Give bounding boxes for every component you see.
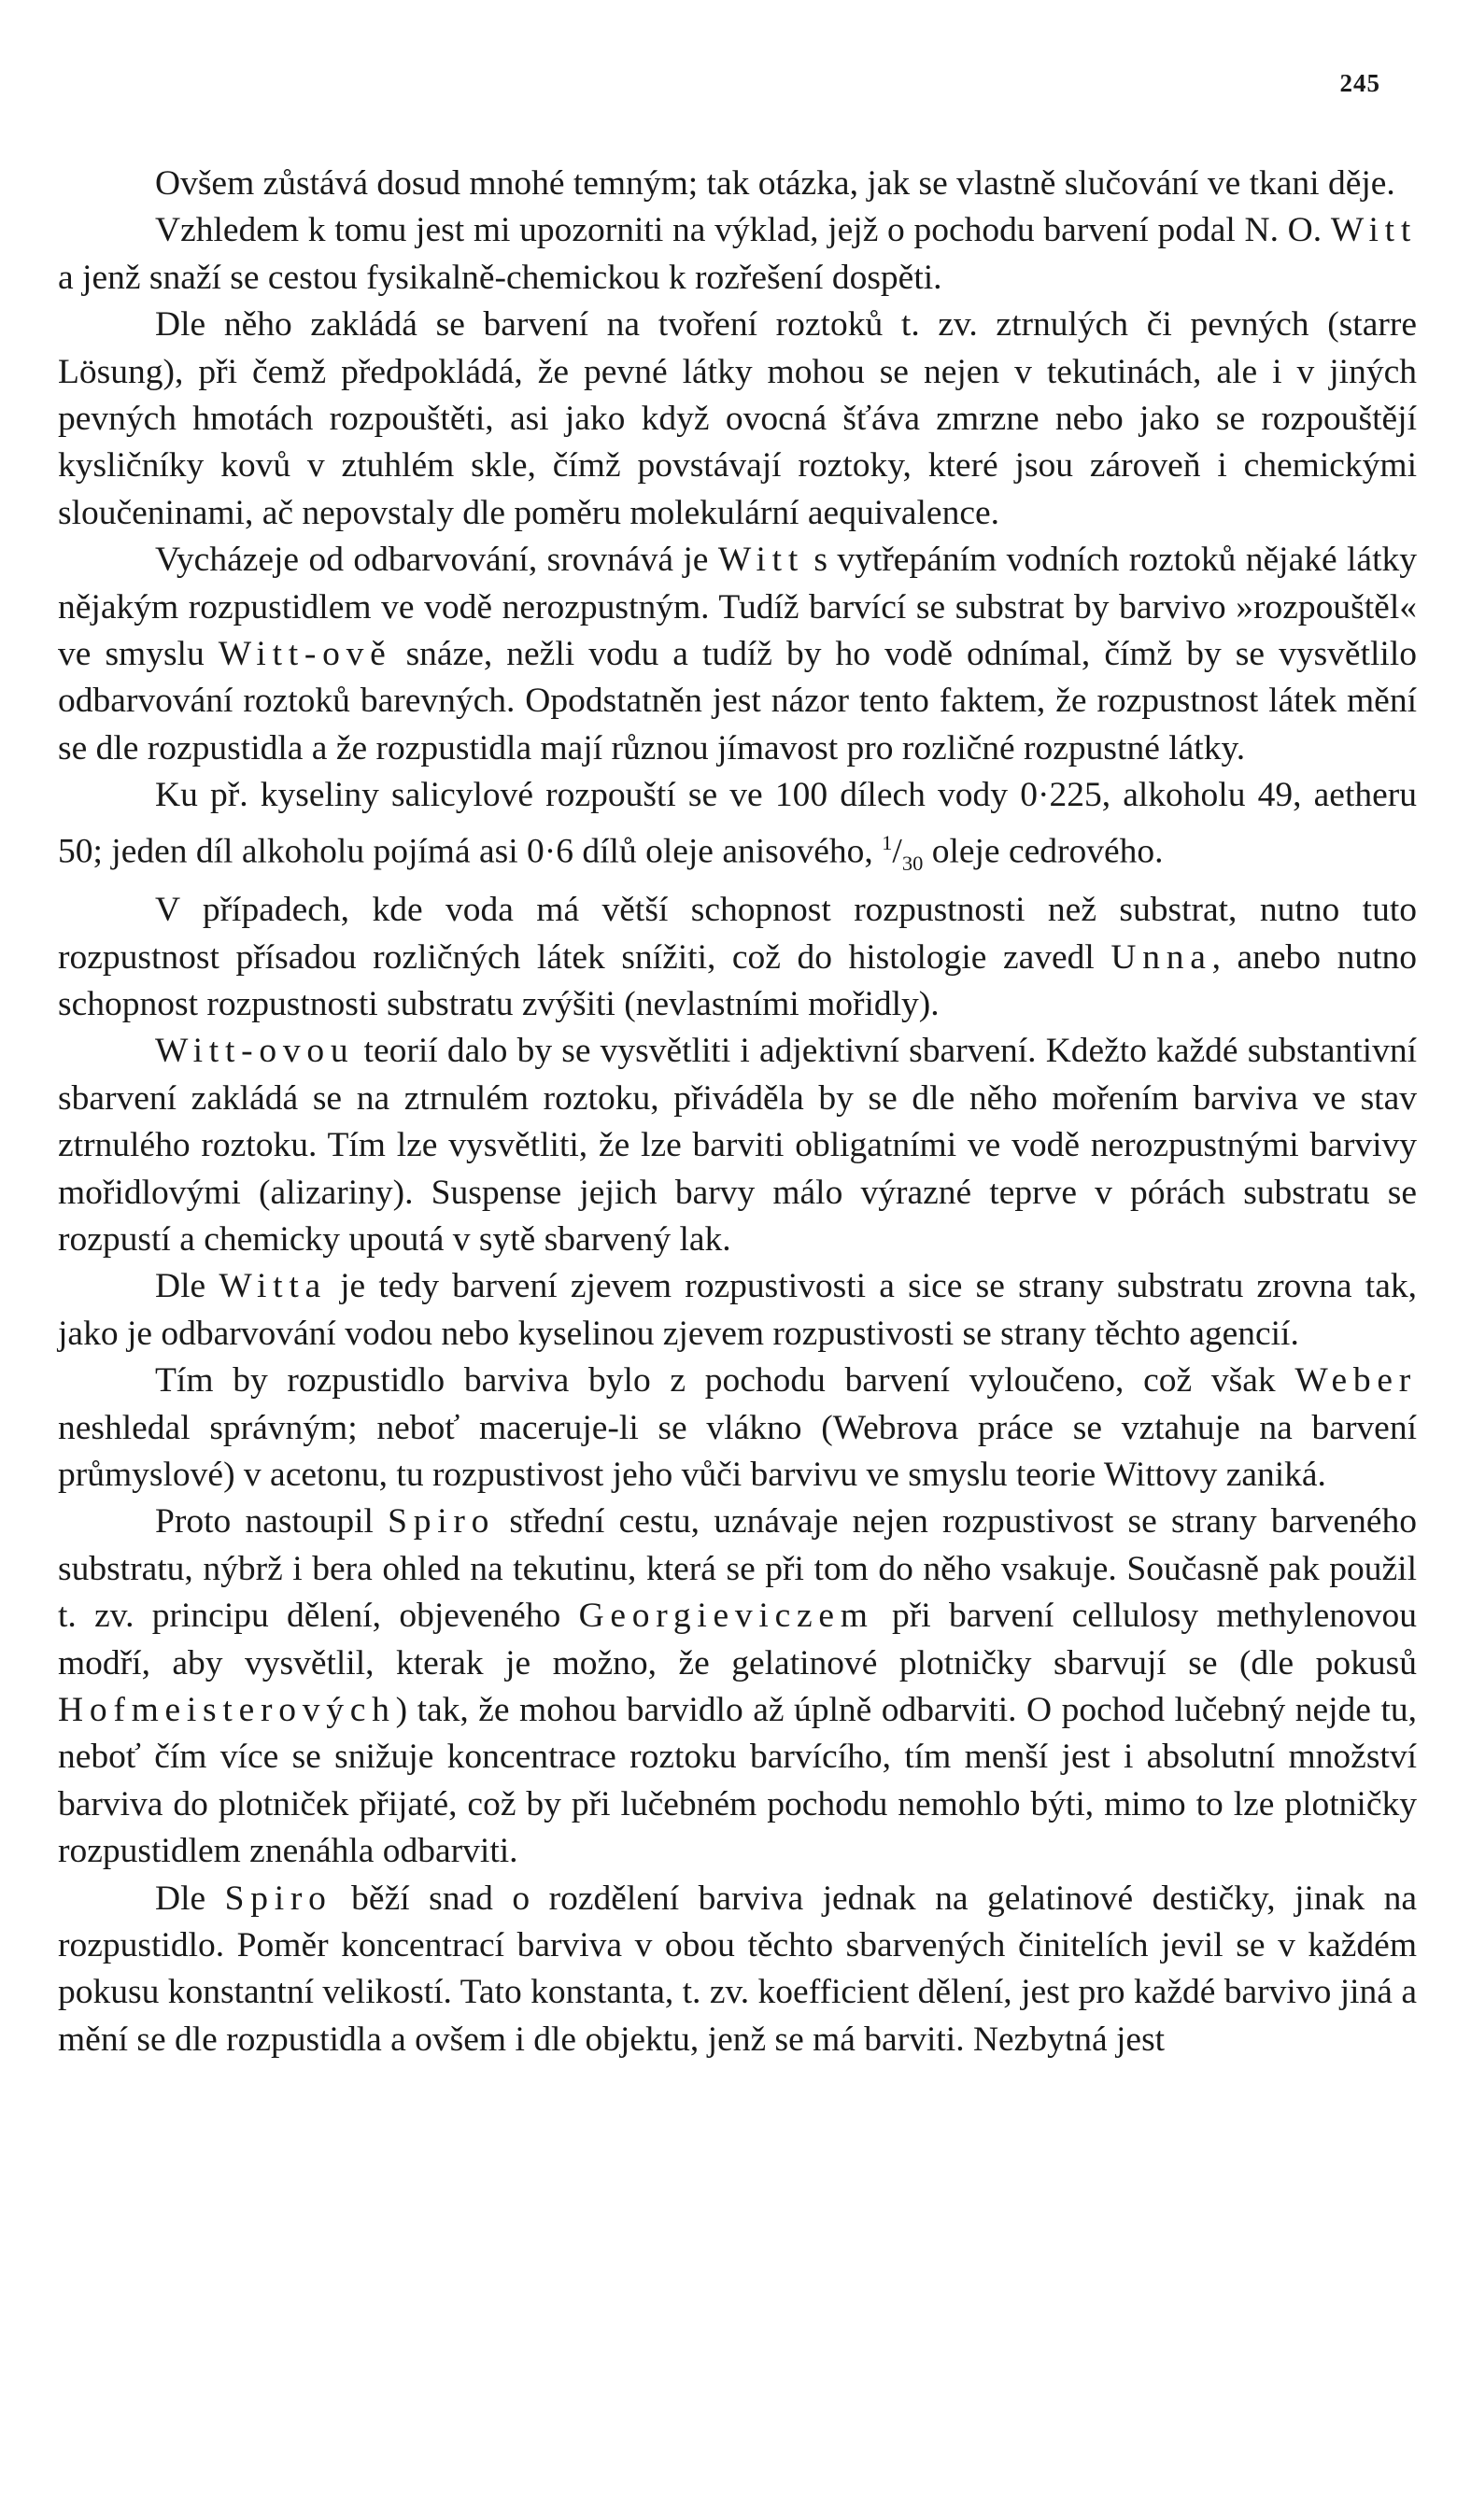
- text-segment: snáze, nežli vodu a tudíž by ho vodě odnímal, čímž by se vysvětlilo odbarvování roztoků barevných. Opodstatněn jest názor tento faktem, že rozpustnost látek mění se dle rozpustidla a že rozpustidla mají různou jímavost pro rozličné rozpustné látky.: [58, 635, 1417, 767]
- spaced-name: Spiro: [224, 1879, 332, 1918]
- text-segment: je tedy barvení zjevem rozpustivosti a sice se strany substratu zrovna tak, jako je odbarvování vodou nebo kyselinou zjevem rozpustivosti se strany těchto agencií.: [58, 1267, 1417, 1353]
- text-segment: Dle: [155, 1879, 225, 1918]
- paragraph: [58, 1028, 1417, 1263]
- text-segment: , anebo nutno schopnost rozpustnosti substratu zvýšiti (nevlastními mořidly).: [58, 937, 1417, 1023]
- paragraph: [58, 207, 1417, 302]
- spaced-name: Witt-ově: [218, 635, 392, 674]
- text-segment: ) tak, že mohou barvidlo až úplně odbarviti. O pochod lučebný nejde tu, neboť čím více se snižuje koncentrace roztoku barvícího, tím menší jest i absolutní množství barviva do plotniček přijaté, což by při lučebném pochodu nemohlo býti, mimo to lze plotničky rozpustidlem znenáhla odbarviti.: [58, 1691, 1417, 1871]
- paragraph: [58, 1499, 1417, 1875]
- paragraph: [58, 1876, 1417, 2064]
- paragraph: [58, 772, 1417, 887]
- text-segment: při barvení cellulosy methylenovou modří, aby vysvětlil, kterak je možno, že gelatinové plotničky sbarvují se (dle pokusů: [58, 1597, 1417, 1682]
- spaced-name: Hofmeisterových: [58, 1691, 396, 1729]
- text-segment: střední cestu, uznávaje nejen rozpustivost se strany barveného substratu, nýbrž i bera ohled na tekutinu, která se při tom do něho vsakuje. Současně pak použil t. zv. principu dělení, objeveného: [58, 1502, 1417, 1636]
- paragraph: [58, 887, 1417, 1028]
- paragraph: [58, 1358, 1417, 1499]
- spaced-name: Georgieviczem: [578, 1597, 874, 1636]
- spaced-name: Weber: [1294, 1361, 1417, 1401]
- text-segment: běží snad o rozdělení barviva jednak na gelatinové destičky, jinak na rozpustidlo. Poměr koncentrací barviva v obou těchto sbarvených činitelích jevil se v každém pokusu konstantní velikostí. Tato konstanta, t. zv. koefficient dělení, jest pro každé barvivo jiná a mění se dle rozpustidla a ovšem i dle objektu, jenž se má barviti. Nezbytná jest: [58, 1879, 1417, 2059]
- text-segment: V případech, kde voda má větší schopnost rozpustnosti než substrat, nutno tuto rozpustnost přísadou rozličných látek snížiti, což do histologie zavedl: [58, 891, 1417, 977]
- fraction-denominator: 30: [901, 851, 924, 875]
- body-text: [58, 161, 1417, 2063]
- text-segment: Dle: [155, 1267, 219, 1306]
- spaced-name: Witta: [219, 1267, 327, 1306]
- fraction-numerator: 1: [882, 830, 893, 854]
- text-segment: Tím by rozpustidlo barviva bylo z pochodu barvení vyloučeno, což však: [155, 1361, 1295, 1401]
- spaced-name: Unna: [1110, 937, 1212, 977]
- text-segment: Vycházeje od odbarvování, srovnává je: [155, 541, 718, 580]
- text-segment: /: [892, 832, 902, 871]
- text-segment: Ku př. kyseliny salicylové rozpouští se ve 100 dílech vody 0·225, alkoholu 49, aetheru 50; jeden díl alkoholu pojímá asi 0·6 dílů oleje anisového,: [58, 776, 1417, 871]
- spaced-name: Spiro: [388, 1502, 496, 1542]
- paragraph: [58, 302, 1417, 537]
- text-segment: a jenž snaží se cestou fysikalně-chemickou k rozřešení dospěti.: [58, 258, 942, 297]
- paragraph: [58, 161, 1417, 207]
- text-segment: neshledal správným; neboť maceruje-li se vlákno (Webrova práce se vztahuje na barvení průmyslové) v acetonu, tu rozpustivost jeho vůči barvivu ve smyslu teorie Wittovy zaniká.: [58, 1408, 1417, 1494]
- text-segment: Dle něho zakládá se barvení na tvoření roztoků t. zv. ztrnulých či pevných (starre Lösung), při čemž předpokládá, že pevné látky mohou se nejen v tekutinách, ale i v jiných pevných hmotách rozpouštěti, asi jako když ovocná šťáva zmrzne nebo jako se rozpouštějí kysličníky kovů v ztuhlém skle, čímž povstávají roztoky, které jsou zároveň i chemickými sloučeninami, ač nepovstaly dle poměru molekulární aequivalence.: [58, 305, 1417, 532]
- spaced-name: Witt: [717, 541, 804, 580]
- text-segment: Proto nastoupil: [155, 1502, 389, 1542]
- text-segment: teorií dalo by se vysvětliti i adjektivní sbarvení. Kdežto každé substantivní sbarvení zakládá se na ztrnulém roztoku, přiváděla by se dle něho mořením barviva ve stav ztrnulého roztoku. Tím lze vysvětliti, že lze barviti obligatními ve vodě nerozpustnými barvivy mořidlovými (alizariny). Suspense jejich barvy málo výrazné teprve v pórách substratu se rozpustí a chemicky upoutá v sytě sbarvený lak.: [58, 1032, 1417, 1259]
- spaced-name: Witt-ovou: [155, 1032, 355, 1071]
- text-segment: oleje cedrového.: [923, 832, 1164, 871]
- paragraph: [58, 1263, 1417, 1358]
- text-segment: s vytřepáním vodních roztoků nějaké látky nějakým rozpustidlem ve vodě nerozpustným. Tudíž barvící se substrat by barvivo »rozpouštěl« ve smyslu: [58, 541, 1417, 674]
- paragraph: [58, 537, 1417, 772]
- text-segment: Ovšem zůstává dosud mnohé temným; tak otázka, jak se vlastně slučování ve tkani děje.: [155, 164, 1395, 203]
- text-segment: Vzhledem k tomu jest mi upozorniti na výklad, jejž o pochodu barvení podal N. O.: [155, 211, 1331, 250]
- spaced-name: Witt: [1330, 211, 1417, 250]
- page-number: 245: [1339, 69, 1380, 97]
